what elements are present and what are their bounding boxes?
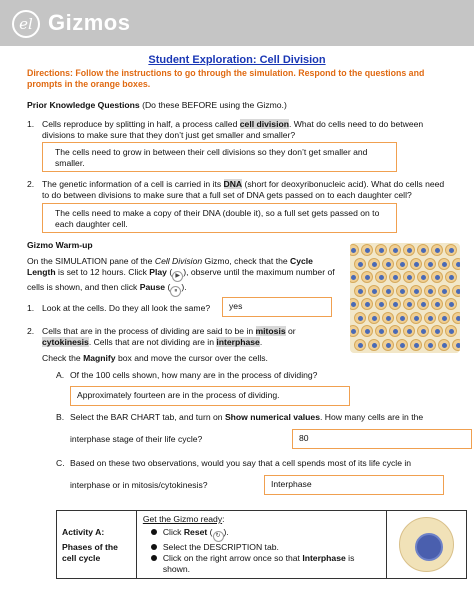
cell-dot (382, 285, 394, 297)
explorelearning-logo-icon: el (12, 10, 40, 38)
cell-dot (375, 271, 387, 283)
cell-simulation-image (350, 243, 460, 353)
header-bar (0, 0, 474, 46)
cell-dot (389, 298, 401, 310)
cell-dot (361, 298, 373, 310)
answer-c-box[interactable]: Interphase (264, 475, 444, 495)
warmup-q1-text: Look at the cells. Do they all look the same? (42, 303, 211, 313)
page-title: Student Exploration: Cell Division (148, 54, 326, 66)
brand-name: Gizmos (48, 10, 131, 35)
activity-instructions-cell (136, 511, 386, 579)
prior-knowledge-heading: Prior Knowledge Questions (Do these BEFORE using the Gizmo.) (27, 100, 287, 110)
cell-dot (368, 312, 380, 324)
cell-dot (403, 325, 415, 337)
cell-dot (445, 271, 457, 283)
question-c-line2: interphase or in mitosis/cytokinesis? (70, 480, 208, 490)
cell-dot (403, 244, 415, 256)
warmup-q2-number: 2. (27, 326, 35, 336)
cell-dot (389, 325, 401, 337)
reset-icon: ↻ (213, 531, 224, 542)
prior-q2-number: 2. (27, 179, 35, 189)
cell-dot (382, 312, 394, 324)
cell-dot (368, 339, 380, 351)
get-ready-heading: Get the Gizmo ready: (142, 514, 225, 524)
cell-dot (368, 258, 380, 270)
cell-dot (403, 271, 415, 283)
cell-dot (354, 339, 366, 351)
cell-dot (382, 258, 394, 270)
cell-dot (452, 312, 460, 324)
cell-dot (396, 312, 408, 324)
cell-dot (361, 271, 373, 283)
cell-dot (396, 285, 408, 297)
cell-dot (424, 285, 436, 297)
activity-title-cell: Activity A: Phases of the cell cycle (57, 511, 137, 579)
warmup-heading: Gizmo Warm-up (27, 240, 93, 250)
cell-dot (375, 298, 387, 310)
cell-dot (445, 325, 457, 337)
cell-dot (350, 298, 359, 310)
cell-dot (382, 339, 394, 351)
interphase-cell-image (387, 511, 467, 579)
prior-answer-2-box[interactable]: The cells need to make a copy of their DNA (double it), so a full set gets passed on to each daughter cell. (42, 203, 397, 233)
prior-q1-text: Cells reproduce by splitting in half, a process called cell division. What do cells need to do between divisions to make sure that they don’t just get smaller and smaller? (42, 119, 424, 140)
cell-dot (354, 258, 366, 270)
cell-dot (350, 271, 359, 283)
cell-dot (410, 339, 422, 351)
cell-dot (403, 298, 415, 310)
magnify-instruction: Check the Magnify box and move the cursor over the cells. (42, 353, 268, 363)
cell-dot (445, 298, 457, 310)
play-icon: ▶ (172, 271, 183, 282)
cell-dot (431, 271, 443, 283)
warmup-q1-number: 1. (27, 303, 35, 313)
prior-q2-text: The genetic information of a cell is carried in its DNA (short for deoxyribonucleic acid). What do cells need to do between divisions to make sure that a full set of DNA gets passed on to each daughter cell? (42, 179, 445, 200)
cell-dot (410, 285, 422, 297)
cell-dot (452, 285, 460, 297)
step-reset: Click Reset ( ↻ ). (151, 527, 380, 542)
question-b-text: Select the BAR CHART tab, and turn on Show numerical values. How many cells are in the (70, 412, 424, 422)
cell-dot (410, 312, 422, 324)
cell-dot (361, 325, 373, 337)
cell-dot (354, 312, 366, 324)
cell-dot (424, 312, 436, 324)
cell-dot (396, 339, 408, 351)
cell-dot (375, 325, 387, 337)
warmup-q2-text: Cells that are in the process of dividing are said to be in mitosis or cytokinesis. Cells that are not dividing are in interphase. (42, 326, 296, 347)
question-a-label: A. (56, 370, 65, 380)
cell-dot (354, 285, 366, 297)
cell-dot (452, 339, 460, 351)
cell-dot (452, 258, 460, 270)
cell-dot (431, 325, 443, 337)
question-b-label: B. (56, 412, 65, 422)
cell-dot (417, 298, 429, 310)
cell-dot (350, 325, 359, 337)
cell-dot (417, 244, 429, 256)
pause-icon: ⏸ (170, 286, 181, 297)
step-description-tab: Select the DESCRIPTION tab. (151, 542, 380, 553)
activity-a-table (56, 510, 467, 579)
cell-dot (438, 285, 450, 297)
cell-dot (431, 244, 443, 256)
cell-dot (375, 244, 387, 256)
question-c-text: Based on these two observations, would you say that a cell spends most of its life cycle in (70, 458, 412, 468)
question-b-line2: interphase stage of their life cycle? (70, 434, 203, 444)
question-a-text: Of the 100 cells shown, how many are in the process of dividing? (70, 370, 318, 380)
cell-nucleus-image (399, 517, 454, 572)
prior-q1-number: 1. (27, 119, 35, 129)
directions: Directions: Follow the instructions to go through the simulation. Respond to the questions and prompts in the orange boxes. (27, 68, 425, 89)
warmup-answer-1-box[interactable]: yes (222, 297, 332, 317)
cell-dot (368, 285, 380, 297)
cell-dot (410, 258, 422, 270)
cell-dot (431, 298, 443, 310)
cell-dot (396, 258, 408, 270)
cell-dot (438, 258, 450, 270)
cell-dot (350, 244, 359, 256)
question-c-label: C. (56, 458, 65, 468)
cell-dot (438, 339, 450, 351)
warmup-instructions: On the SIMULATION pane of the Cell Division Gizmo, check that the Cycle Length is set to 12 hours. Click Play ( ▶ ), observe until the maximum number of cells is shown, and then click Pause ( ⏸ ). (27, 256, 342, 297)
cell-dot (417, 271, 429, 283)
cell-dot (424, 258, 436, 270)
cell-dot (417, 325, 429, 337)
cell-dot (424, 339, 436, 351)
cell-dot (361, 244, 373, 256)
cell-dot (389, 271, 401, 283)
prior-answer-1-box[interactable]: The cells need to grow in between their cell divisions so they don’t get smaller and smaller. (42, 142, 397, 172)
cell-dot (445, 244, 457, 256)
answer-a-box[interactable]: Approximately fourteen are in the process of dividing. (70, 386, 350, 406)
answer-b-box[interactable]: 80 (292, 429, 472, 449)
cell-dot (389, 244, 401, 256)
cell-dot (438, 312, 450, 324)
step-interphase: Click on the right arrow once so that Interphase is shown. (151, 553, 380, 575)
